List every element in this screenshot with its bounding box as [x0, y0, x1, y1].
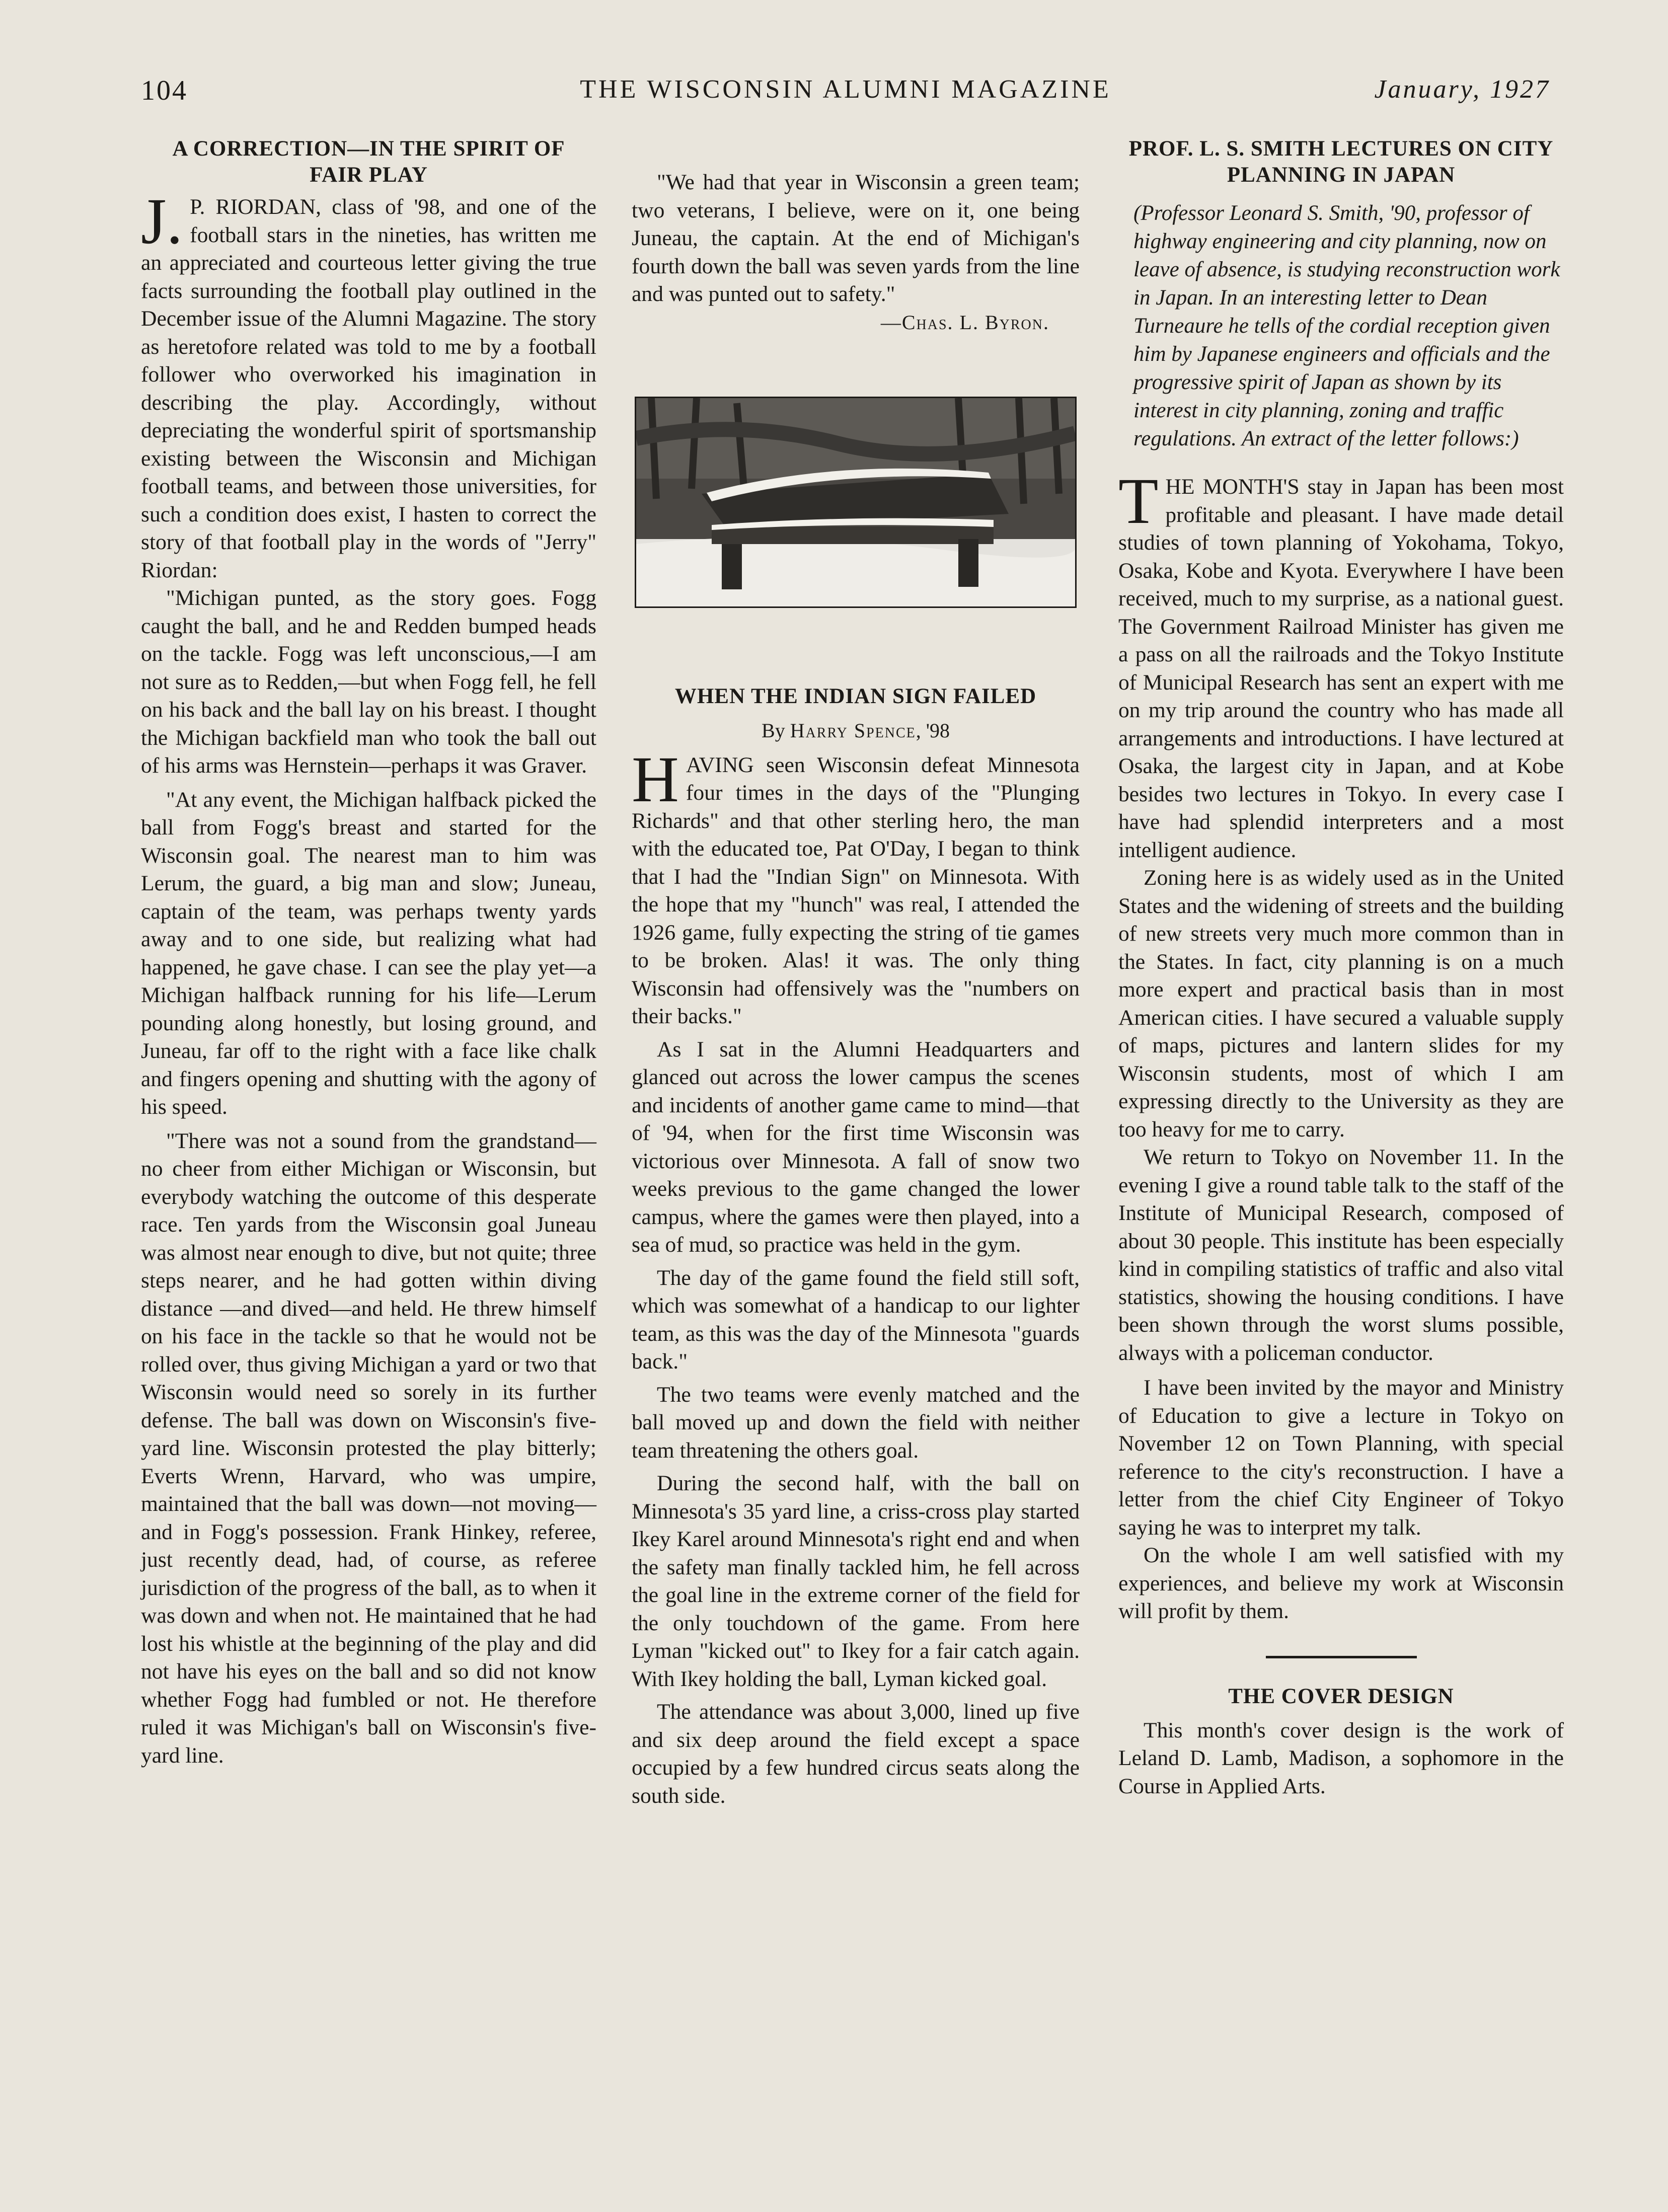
smith-paragraph-5: On the whole I am well satisfied with my experiences, and believe my work at Wisconsin will profit by them.: [1118, 1543, 1564, 1623]
bench-in-snow-illustration: [636, 398, 1075, 606]
indian-sign-paragraph-6: The attendance was about 3,000, lined up five and six deep around the field except a space occupied by a few hundred circus seats along the south side.: [632, 1700, 1080, 1808]
correction-paragraph-4: "There was not a sound from the grandstand—no cheer from either Michigan or Wisconsin, but everybody watching the outcome of this desperate race. Ten yards from the Wisconsin goal Juneau was almost near enough to dive, but not quite; three steps nearer, and he had gotten within diving distance —and dived—and held. He threw himself on his face in the tackle so that he would not be rolled over, thus giving Michigan a yard or two that Wisconsin would need so sorely in its further defense. The ball was down on Wisconsin's five-yard line. Wisconsin protested the play bitterly; Everts Wrenn, Harvard, who was umpire, maintained that the ball was down—not moving— and in Fogg's possession. Frank Hinkey, referee, just recently dead, had, of course, as referee jurisdiction of the progress of the ball, as to when it was down and when not. He maintained that he had lost his whistle at the beginning of the play and did not have his eyes on the ball and so did not know whether Fogg had fumbled or not. He therefore ruled it was Michigan's ball on Wisconsin's five-yard line.: [141, 1128, 596, 1768]
smith-intro: (Professor Leonard S. Smith, '90, professor of highway engineering and city planning, now on leave of absence, is studying reconstruction work in Japan. In an interesting letter to Dean Turneaure he tells of the cordial reception given him by Japanese engineers and officials and the progressive spirit of Japan as shown by its interest in city planning, zoning and traffic regulations. An extract of the letter follows:): [1133, 201, 1560, 450]
bench-in-snow-photo: [635, 397, 1077, 608]
correction-paragraph-2: "Michigan punted, as the story goes. Fogg caught the ball, and he and Redden bumped heads on the tackle. Fogg was left unconscious,—I am not sure as to Redden,—but when Fogg fell, he fell on his back and the ball lay on his breast. I thought the Michigan backfield man who took the ball out of his arms was Hernstein—perhaps it was Graver.: [141, 586, 596, 778]
byline-prefix: By: [762, 719, 785, 742]
smith-title: PROF. L. S. SMITH LECTURES ON CITY PLANNING IN JAPAN: [1128, 137, 1554, 187]
correction-paragraph-5: "We had that year in Wisconsin a green team; two veterans, I believe, were on it, one being Juneau, the captain. At the end of Michigan's fourth down the ball was seven yards from the line and was punted out to safety.": [632, 170, 1080, 306]
correction-signature: —Chas. L. Byron.: [880, 311, 1049, 334]
column-right: [1118, 136, 1564, 1800]
byline-suffix: , '98: [916, 719, 950, 742]
page-number: 104: [141, 75, 188, 106]
correction-paragraph-3: "At any event, the Michigan halfback picked the ball from Fogg's breast and started for the Wisconsin goal. The nearest man to him was Lerum, the guard, a big man and slow; Juneau, captain of the team, was perhaps twenty yards away and to one side, but realizing what had happened, he gave chase. I can see the play yet—a Michigan halfback running for his life—Lerum pounding along honestly, but losing ground, and Juneau, far off to the right with a face like chalk and fingers opening and shutting with the agony of his speed.: [141, 787, 596, 1119]
smith-paragraph-2: Zoning here is as widely used as in the United States and the widening of streets and the building of new streets very much more common than in the States. In fact, city planning is on a much more expert and practical basis than in most American cities. I have secured a valuable supply of maps, pictures and lantern slides for my Wisconsin students, most of which I am expressing directly to the University as they are too heavy for me to carry.: [1118, 866, 1564, 1141]
correction-title: A CORRECTION—IN THE SPIRIT OF FAIR PLAY: [172, 137, 565, 187]
smith-paragraph-4: I have been invited by the mayor and Ministry of Education to give a lecture in Tokyo on November 12 on Town Planning, with special reference to the city's reconstruction. I have a letter from the chief City Engineer of Tokyo saying he was to interpret my talk.: [1118, 1376, 1564, 1540]
indian-sign-paragraph-4: The two teams were evenly matched and the ball moved up and down the field with neither team threatening the others goal.: [632, 1382, 1080, 1463]
smith-paragraph-1: THE MONTH'S stay in Japan has been most profitable and pleasant. I have made detail studies of town planning of Yokohama, Tokyo, Osaka, Kobe and Kyota. Everywhere I have been received, much to my surprise, as a national guest. The Government Railroad Minister has given me a pass on all the railroads and the Tokyo Institute of Municipal Research has sent an expert with me on my trip around the country who has made all arrangements and introductions. I have lectured at Osaka, the largest city in Japan, and at Kobe besides two lectures in Tokyo. In every case I have had splendid interpreters and a most intelligent audience.: [1118, 465, 1564, 862]
correction-paragraph-1: J.P. RIORDAN, class of '98, and one of the football stars in the nineties, has written me an appreciated and courteous letter giving the true facts surrounding the football play outlined in the December issue of the Alumni Magazine. The story as heretofore related was told to me by a football follower who overworked his imagination in describing the play. Accordingly, without depreciating the wonderful spirit of sportsmanship existing between the Wisconsin and Michigan football teams, and between those universities, for such a condition does exist, I hasten to correct the story of that football play in the words of "Jerry" Riordan:: [141, 185, 596, 582]
column-left: [141, 136, 596, 1770]
issue-date: January, 1927: [1374, 75, 1550, 104]
cover-design-title: THE COVER DESIGN: [1228, 1684, 1454, 1708]
indian-sign-paragraph-2: As I sat in the Alumni Headquarters and glanced out across the lower campus the scenes and incidents of another game came to mind—that of '94, when for the first time Wisconsin was victorious over Minnesota. A fall of snow two weeks previous to the game changed the lower campus, where the games were then played, into a sea of mud, so practice was held in the gym.: [632, 1037, 1080, 1257]
cover-design-text: This month's cover design is the work of Leland D. Lamb, Madison, a sophomore in the Course in Applied Arts.: [1118, 1718, 1564, 1798]
indian-sign-paragraph-1: HAVING seen Wisconsin defeat Minnesota four times in the days of the "Plunging Richards" and that other sterling hero, the man with the educated toe, Pat O'Day, I began to think that I had the "Indian Sign" on Minnesota. With the hope that my "hunch" was real, I attended the 1926 game, fully expecting the string of tie games to be broken. Alas! it was. The only thing Wisconsin had offensively was the "numbers on their backs.": [632, 743, 1080, 1028]
magazine-title: THE WISCONSIN ALUMNI MAGAZINE: [580, 75, 1111, 104]
smith-paragraph-3: We return to Tokyo on November 11. In the evening I give a round table talk to the staff of the Institute of Municipal Research, composed of about 30 people. This institute has been especially kind in compiling statistics of traffic and also vital statistics, showing the housing conditions. I have been shown through the worst slums possible, always with a policeman conductor.: [1118, 1145, 1564, 1365]
byline-author: Harry Spence: [790, 719, 916, 742]
indian-sign-paragraph-5: During the second half, with the ball on Minnesota's 35 yard line, a criss-cross play started Ikey Karel around Minnesota's right end and when the safety man finally tackled him, he fell across the goal line in the extreme corner of the field for the only touchdown of the game. From here Lyman "kicked out" to Ikey for a fair catch again. With Ikey holding the ball, Lyman kicked goal.: [632, 1471, 1080, 1691]
indian-sign-paragraph-3: The day of the game found the field still soft, which was somewhat of a handicap to our lighter team, as this was the day of the Minnesota "guards back.": [632, 1265, 1080, 1374]
column-middle: [632, 169, 1080, 1810]
indian-sign-byline: [632, 717, 1080, 744]
indian-sign-title: WHEN THE INDIAN SIGN FAILED: [674, 684, 1037, 708]
running-head: [141, 74, 1550, 115]
